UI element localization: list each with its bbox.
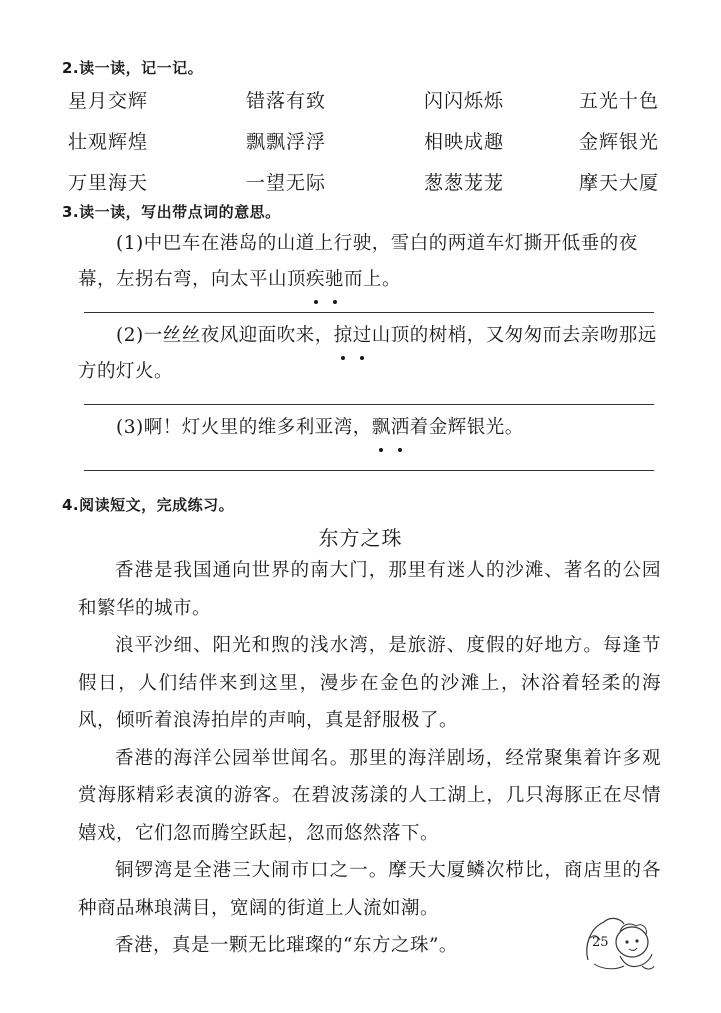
dotted-char: 掠: [334, 318, 353, 354]
sentence-1-before: (1)中巴车在港岛的山道上行驶，雪白的两道车灯撕开低垂的夜幕，左拐右弯，向太平山顶: [78, 233, 638, 290]
vocab-word: 相映成趣: [424, 131, 505, 153]
vocab-word: 错落有致: [246, 90, 327, 112]
dotted-char: 过: [353, 318, 372, 354]
sentence-3-before: (3)啊！灯火里的维多利亚湾，: [116, 417, 372, 438]
vocab-word: 星月交辉: [68, 90, 149, 112]
question-4-heading: 4.阅读短文，完成练习。: [62, 496, 235, 514]
article-paragraph: 香港是我国通向世界的南大门，那里有迷人的沙滩、著名的公园和繁华的城市。: [78, 560, 661, 619]
sentence-2-before: (2)一丝丝夜风迎面吹来，: [116, 325, 334, 346]
vocab-word: 一望无际: [246, 172, 327, 194]
answer-line-1[interactable]: [84, 312, 654, 313]
vocab-word: 葱葱茏茏: [424, 172, 505, 194]
article-paragraph: 铜锣湾是全港三大闹市口之一。摩天大厦鳞次栉比，商店里的各种商品琳琅满目，宽阔的街道上人流如潮。: [78, 860, 661, 919]
answer-line-3[interactable]: [84, 470, 654, 471]
vocabulary-grid: [68, 86, 668, 195]
sentence-3-after: 着金辉银光。: [409, 417, 524, 438]
sentence-1-after: 而上。: [344, 269, 402, 290]
sentence-1: [78, 226, 658, 298]
dotted-char: 疾: [306, 262, 325, 298]
article-paragraph: 浪平沙细、阳光和煦的浅水湾，是旅游、度假的好地方。每逢节假日，人们结伴来到这里，漫步在金色的沙滩上，沐浴着轻柔的海风，倾听着浪涛拍岸的声响，真是舒服极了。: [78, 635, 661, 731]
article-title: 东方之珠: [318, 526, 403, 550]
article-body: [78, 552, 661, 965]
vocab-word: 万里海天: [68, 172, 149, 194]
sentence-2: [78, 318, 658, 390]
vocab-word: 摩天大厦: [579, 172, 660, 194]
page-number: 25: [592, 935, 609, 950]
dotted-char: 驰: [325, 262, 344, 298]
question-3-heading: 3.读一读，写出带点词的意思。: [62, 203, 281, 221]
sentence-2-after: 山顶的树梢，又匆匆而去亲吻那远方的灯火。: [78, 325, 657, 382]
dotted-char: 飘: [372, 410, 391, 446]
vocab-word: 五光十色: [579, 90, 660, 112]
article-paragraph: 香港的海洋公园举世闻名。那里的海洋剧场，经常聚集着许多观赏海豚精彩表演的游客。在碧波荡漾的人工湖上，几只海豚正在尽情嬉戏，它们忽而腾空跃起，忽而悠然落下。: [78, 747, 661, 844]
dotted-char: 洒: [391, 410, 410, 446]
vocab-word: 飘飘浮浮: [246, 131, 327, 153]
vocab-word: 壮观辉煌: [68, 131, 149, 153]
vocab-word: 闪闪烁烁: [424, 90, 505, 112]
vocab-word: 金辉银光: [579, 131, 660, 153]
question-2-heading: 2.读一读，记一记。: [62, 59, 204, 77]
sentence-3: [78, 410, 658, 446]
article-paragraph: 香港，真是一颗无比璀璨的“东方之珠”。: [115, 935, 458, 956]
answer-line-2[interactable]: [84, 404, 654, 405]
